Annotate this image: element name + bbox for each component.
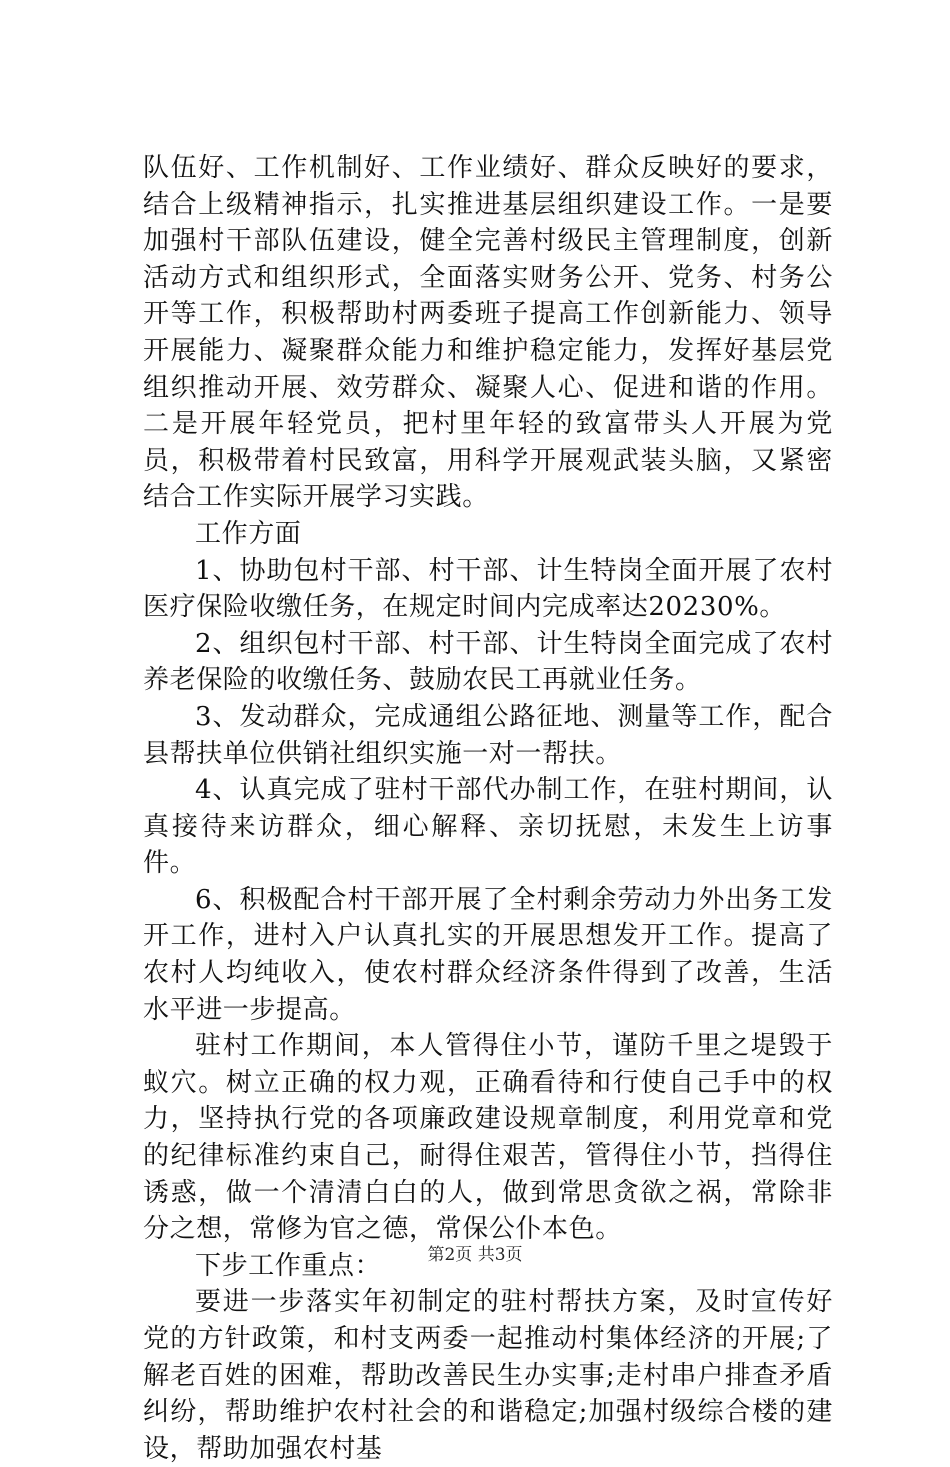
list-item-pension-insurance: 2、组织包村干部、村干部、计生特岗全面完成了农村养老保险的收缴任务、鼓励农民工再就业任务。	[143, 628, 833, 696]
paragraph-grassroots-construction: 队伍好、工作机制好、工作业绩好、群众反映好的要求，结合上级精神指示，扎实推进基层组织建设工作。一是要加强村干部队伍建设，健全完善村级民主管理制度，创新活动方式和组织形式，全面落实财务公开、党务、村务公开等工作，积极帮助村两委班子提高工作创新能力、领导开展能力、凝聚群众能力和维护稳定能力，发挥好基层党组织推动开展、效劳群众、凝聚人心、促进和谐的作用。二是开展年轻党员，把村里年轻的致富带头人开展为党员，积极带着村民致富，用科学开展观武装头脑，又紧密结合工作实际开展学习实践。	[143, 153, 833, 513]
document-body	[143, 150, 833, 1467]
heading-work-aspects: 工作方面	[195, 518, 302, 549]
list-item-road-land: 3、发动群众，完成通组公路征地、测量等工作，配合县帮扶单位供销社组织实施一对一帮扶。	[143, 701, 833, 769]
paragraph-integrity: 驻村工作期间，本人管得住小节，谨防千里之堤毁于蚁穴。树立正确的权力观，正确看待和行使自己手中的权力，坚持执行党的各项廉政建设规章制度，利用党章和党的纪律标准约束自己，耐得住艰苦，管得住小节，挡得住诱惑，做一个清清白白的人，做到常思贪欲之祸，常除非分之想，常修为官之德，常保公仆本色。	[143, 1031, 833, 1245]
list-item-labor-transfer: 6、积极配合村干部开展了全村剩余劳动力外出务工发开工作，进村入户认真扎实的开展思想发开工作。提高了农村人均纯收入，使农村群众经济条件得到了改善，生活水平进一步提高。	[143, 884, 833, 1025]
list-item-medical-insurance: 1、协助包村干部、村干部、计生特岗全面开展了农村医疗保险收缴任务，在规定时间内完成率达20230%。	[143, 555, 833, 623]
list-item-agency-system: 4、认真完成了驻村干部代办制工作，在驻村期间，认真接待来访群众，细心解释、亲切抚慰，未发生上访事件。	[143, 775, 833, 879]
paragraph-next-steps-plan: 要进一步落实年初制定的驻村帮扶方案，及时宣传好党的方针政策，和村支两委一起推动村集体经济的开展;了解老百姓的困难，帮助改善民生办实事;走村串户排查矛盾纠纷，帮助维护农村社会的和谐稳定;加强村级综合楼的建设，帮助加强农村基	[143, 1287, 833, 1464]
page-number-footer: 第2页 共3页	[427, 1245, 523, 1265]
heading-next-steps: 下步工作重点：	[195, 1250, 382, 1281]
